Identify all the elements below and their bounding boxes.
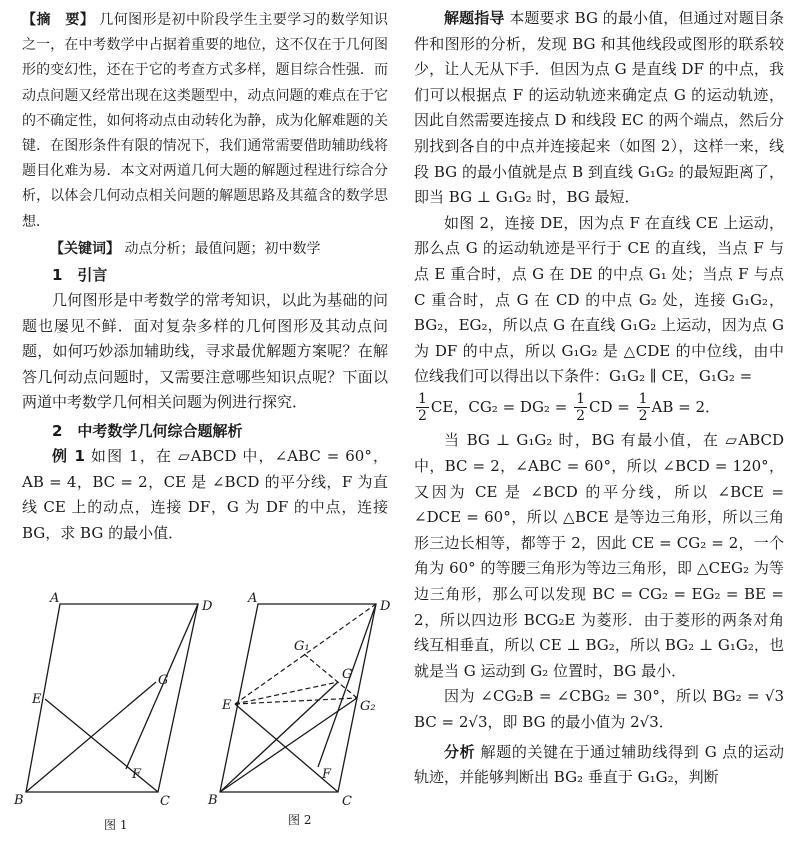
fig1-label-f: F [132, 767, 142, 782]
fig2-label-c: C [342, 794, 352, 809]
guide-paragraph [414, 6, 784, 211]
keywords-label: 【关键词】 [50, 240, 120, 257]
equation-part-3: AB = 2． [651, 397, 721, 416]
figures-area [8, 591, 391, 842]
analysis-label: 分析 [444, 742, 476, 761]
fig2-label-d: D [380, 599, 391, 614]
fig2-segment-df [318, 604, 376, 767]
fig1-label-b: B [14, 793, 24, 808]
fig2-label-e: E [222, 698, 232, 713]
example1-paragraph [22, 444, 388, 546]
section1-title: 1 引言 [52, 266, 108, 285]
figure-2-dashed [235, 604, 376, 704]
right-column [414, 0, 784, 791]
fig2-label-a: A [248, 591, 258, 606]
guide-text: 本题要求 BG 的最小值，但通过对题目条件和图形的分析，发现 BG 和其他线段或图形的联系较少，让人无从下手．但因为点 G 是直线 DF 的中点，我们可以根据点 F 的运动轨迹来确定点 G 的运动轨迹，因此自然需要连接点 D 和线段 EC 的两个端点，然后分别找到各自的中点并连接起来（如图 2），这样一来，线段 BG 的最小值就是点 B 到直线 G₁G₂ 的最短距离了，即当 BG ⊥ G₁G₂ 时，BG 最短． [414, 9, 784, 207]
analysis-text: 解题的关键在于通过辅助线得到 G 点的运动轨迹，并能够判断出 BG₂ 垂直于 G₁G₂，判断 [414, 742, 784, 787]
fraction-num: 1 [576, 391, 585, 408]
fraction-half-2 [574, 391, 587, 424]
fig2-segment-bg [220, 682, 338, 792]
fig1-label-d: D [202, 599, 213, 614]
guide-label: 解题指导 [444, 9, 505, 27]
equation-part-2: CD = [589, 397, 630, 416]
fig2-label-g2: G₂ [360, 699, 376, 714]
section1-text: 几何图形是中考数学的常考知识，以此为基础的问题也屡见不鲜．面对复杂多样的几何图形及其动点问题，如何巧妙添加辅助线，寻求最优解题方案呢？在解答几何动点问题时，又需要注意哪些知识点呢？下面以两道中考数学几何相关问题为例进行探究． [22, 291, 388, 412]
fig2-label-f: F [322, 767, 332, 782]
fig2-label-g: G [342, 667, 353, 682]
fraction-num: 1 [638, 391, 648, 408]
example1-label: 例 1 [52, 447, 85, 465]
solution-paragraph-2: 如图 2，连接 DE，因为点 F 在直线 CE 上运动，那么点 G 的运动轨迹是平行于 CE 的直线，当点 F 与点 E 重合时，点 G 在 DE 的中点 G₁ 处；当点 F 与点 C 重合时，点 G 在 CD 的中点 G₂ 处，连接 G₁G₂，BG₂，EG₂，所以点 G 在直线 G₁G₂ 上运动，因为点 G 为 DF 的中点，所以 G₁G₂ 是 △CDE 的中位线，由中位线我们可以得出以下条件：G₁G₂ ∥ CE，G₁G₂ = [414, 213, 784, 386]
fig1-label-g: G [158, 673, 169, 688]
fraction-den: 2 [418, 408, 427, 425]
fig1-label-a: A [50, 591, 60, 606]
fig2-label-b: B [208, 793, 218, 808]
example1-text: 如图 1，在 ▱ABCD 中，∠ABC = 60°，AB = 4，BC = 2，CE 是 ∠BCD 的平分线，F 为直线 CE 上的动点，连接 DF，G 为 DF 的中点，连接 BG，求 BG 的最小值． [22, 447, 388, 542]
fig2-caption: 图 2 [288, 813, 312, 827]
solution-paragraph-3: 当 BG ⊥ G₁G₂ 时，BG 有最小值，在 ▱ABCD 中，BC = 2，∠ABC = 60°，所以 ∠BCD = 120°，又因为 CE 是 ∠BCD 的平分线，所以 ∠BCE = ∠DCE = 60°，所以 △BCE 是等边三角形，所以三角形三边长相等，都等于 2，因此 CE = CG₂ = 2，一个角为 60° 的等腰三角形为等边三角形，即 △CEG₂ 为等边三角形，那么可以发现 BC = CG₂ = EG₂ = BE = 2，所以四边形 BCG₂E 为菱形．由于菱形的两条对角线互相垂直，所以 CE ⊥ BG₂，所以 BG₂ ⊥ G₁G₂，也就是当 G 运动到 G₂ 位置时，BG 最小． [414, 431, 784, 680]
fraction-half-3 [637, 391, 650, 424]
fraction-den: 2 [576, 408, 585, 425]
fraction-den: 2 [638, 408, 648, 425]
fig2-segment-bg2 [220, 698, 357, 792]
fig1-label-e: E [32, 692, 42, 707]
keywords-text: 动点分析；最值问题；初中数学 [124, 240, 321, 257]
keywords-paragraph [22, 237, 388, 262]
segment-ce [45, 699, 158, 792]
fraction-num: 1 [418, 391, 427, 408]
section2-title: 2 中考数学几何综合题解析 [52, 422, 243, 440]
solution-paragraph-4: 因为 ∠CG₂B = ∠CBG₂ = 30°，所以 BG₂ = √3 BC = 2√3，即 BG 的最小值为 2√3． [414, 687, 784, 731]
parallelogram-abcd [26, 604, 198, 792]
fig2-label-g1: G₁ [294, 639, 310, 654]
equation-part-1: CE，CG₂ = DG₂ = [430, 397, 568, 416]
analysis-paragraph [414, 740, 784, 791]
fig2-dashed-eg2 [235, 698, 357, 704]
fig1-label-c: C [160, 794, 170, 809]
equation-line [414, 390, 784, 425]
figure-1 [26, 604, 198, 792]
abstract-paragraph [22, 8, 388, 235]
abstract-text: 几何图形是初中阶段学生主要学习的数学知识之一，在中考数学中占据着重要的地位，这不仅在于几何图形的变幻性，还在于它的考查方式多样，题目综合性强．而动点问题又经常出现在这类题型中，动点问题的难点在于它的不确定性，如何将动点由动转化为静，成为化解难题的关键．在图形条件有限的情况下，我们通常需要借助辅助线将题目化难为易．本文对两道几何大题的解题过程进行综合分析，以体会几何动点相关问题的解题思路及其蕴含的数学思想． [22, 12, 389, 230]
fraction-half-1 [416, 391, 429, 424]
geometry-figures [8, 591, 391, 842]
fig1-caption: 图 1 [104, 818, 128, 832]
abstract-label: 【摘 要】 [22, 12, 95, 28]
left-column [22, 0, 388, 546]
